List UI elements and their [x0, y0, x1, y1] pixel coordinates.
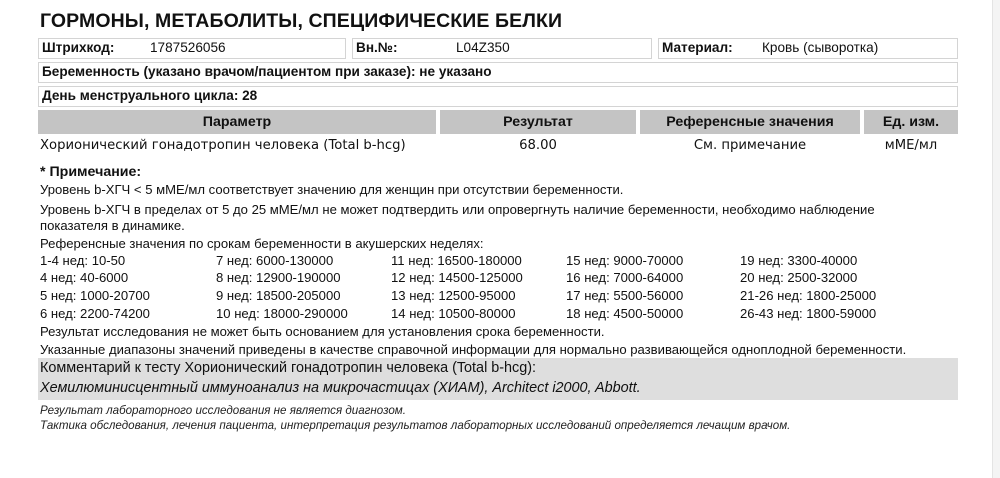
reference-item: 12 нед: 14500-125000	[391, 270, 523, 285]
note-line: Результат исследования не может быть основанием для установления срока беременности.	[40, 324, 605, 339]
footer-disclaimer: Тактика обследования, лечения пациента, интерпретация результатов лабораторных исследований определяется лечащим врачом.	[40, 419, 791, 432]
comment-title: Комментарий к тесту Хорионический гонадотропин человека (Total b-hcg):	[40, 360, 537, 376]
reference-item: 18 нед: 4500-50000	[566, 306, 684, 321]
reference-item: 17 нед: 5500-56000	[566, 288, 684, 303]
internal-number-value: L04Z350	[456, 40, 510, 55]
header-reference: Референсные значения	[640, 110, 860, 134]
barcode-box	[38, 38, 346, 59]
reference-item: 20 нед: 2500-32000	[740, 270, 858, 285]
cell-unit: мМЕ/мл	[884, 138, 938, 153]
page-edge	[992, 0, 1000, 478]
reference-item: 8 нед: 12900-190000	[216, 270, 341, 285]
material-label: Материал:	[662, 40, 733, 55]
barcode-value: 1787526056	[150, 40, 226, 55]
cycle-day-text: День менструального цикла: 28	[42, 88, 258, 103]
reference-item: 15 нед: 9000-70000	[566, 253, 684, 268]
note-line: Указанные диапазоны значений приведены в качестве справочной информации для нормально развивающейся одноплодной беременности.	[40, 342, 907, 357]
cell-result: 68.00	[519, 138, 557, 153]
header-parameter: Параметр	[38, 110, 436, 134]
test-comment-box	[38, 358, 958, 400]
note-line: Референсные значения по срокам беременности в акушерских неделях:	[40, 236, 484, 251]
reference-item: 14 нед: 10500-80000	[391, 306, 516, 321]
note-line: показателя в динамике.	[40, 218, 185, 233]
pregnancy-text: Беременность (указано врачом/пациентом при заказе): не указано	[42, 64, 492, 79]
internal-number-label: Вн.№:	[356, 40, 398, 55]
reference-item: 10 нед: 18000-290000	[216, 306, 348, 321]
footer-disclaimer: Результат лабораторного исследования не является диагнозом.	[40, 404, 406, 417]
reference-item: 16 нед: 7000-64000	[566, 270, 684, 285]
material-value: Кровь (сыворотка)	[762, 40, 879, 55]
reference-item: 6 нед: 2200-74200	[40, 306, 150, 321]
header-result: Результат	[440, 110, 636, 134]
reference-item: 7 нед: 6000-130000	[216, 253, 334, 268]
reference-item: 1-4 нед: 10-50	[40, 253, 126, 268]
reference-item: 5 нед: 1000-20700	[40, 288, 150, 303]
comment-method: Хемилюминисцентный иммуноанализ на микрочастицах (ХИАМ), Architect i2000, Abbott.	[40, 380, 641, 396]
reference-item: 11 нед: 16500-180000	[391, 253, 522, 268]
cell-parameter: Хорионический гонадотропин человека (Total b-hcg)	[40, 138, 406, 153]
note-title: * Примечание:	[40, 164, 142, 180]
pregnancy-box	[38, 62, 958, 83]
barcode-label: Штрихкод:	[42, 40, 115, 55]
reference-item: 4 нед: 40-6000	[40, 270, 129, 285]
cycle-day-box	[38, 86, 958, 107]
reference-item: 21-26 нед: 1800-25000	[740, 288, 877, 303]
reference-item: 9 нед: 18500-205000	[216, 288, 341, 303]
reference-item: 19 нед: 3300-40000	[740, 253, 858, 268]
section-title: ГОРМОНЫ, МЕТАБОЛИТЫ, СПЕЦИФИЧЕСКИЕ БЕЛКИ	[40, 10, 563, 32]
reference-item: 13 нед: 12500-95000	[391, 288, 516, 303]
reference-item: 26-43 нед: 1800-59000	[740, 306, 877, 321]
material-box	[658, 38, 958, 59]
header-unit: Ед. изм.	[864, 110, 958, 134]
note-line: Уровень b-ХГЧ < 5 мМЕ/мл соответствует значению для женщин при отсутствии беременности.	[40, 182, 624, 197]
cell-reference: См. примечание	[693, 138, 807, 153]
internal-number-box	[352, 38, 652, 59]
note-line: Уровень b-ХГЧ в пределах от 5 до 25 мМЕ/мл не может подтвердить или опровергнуть наличие беременности, необходимо наблюдение	[40, 202, 875, 217]
